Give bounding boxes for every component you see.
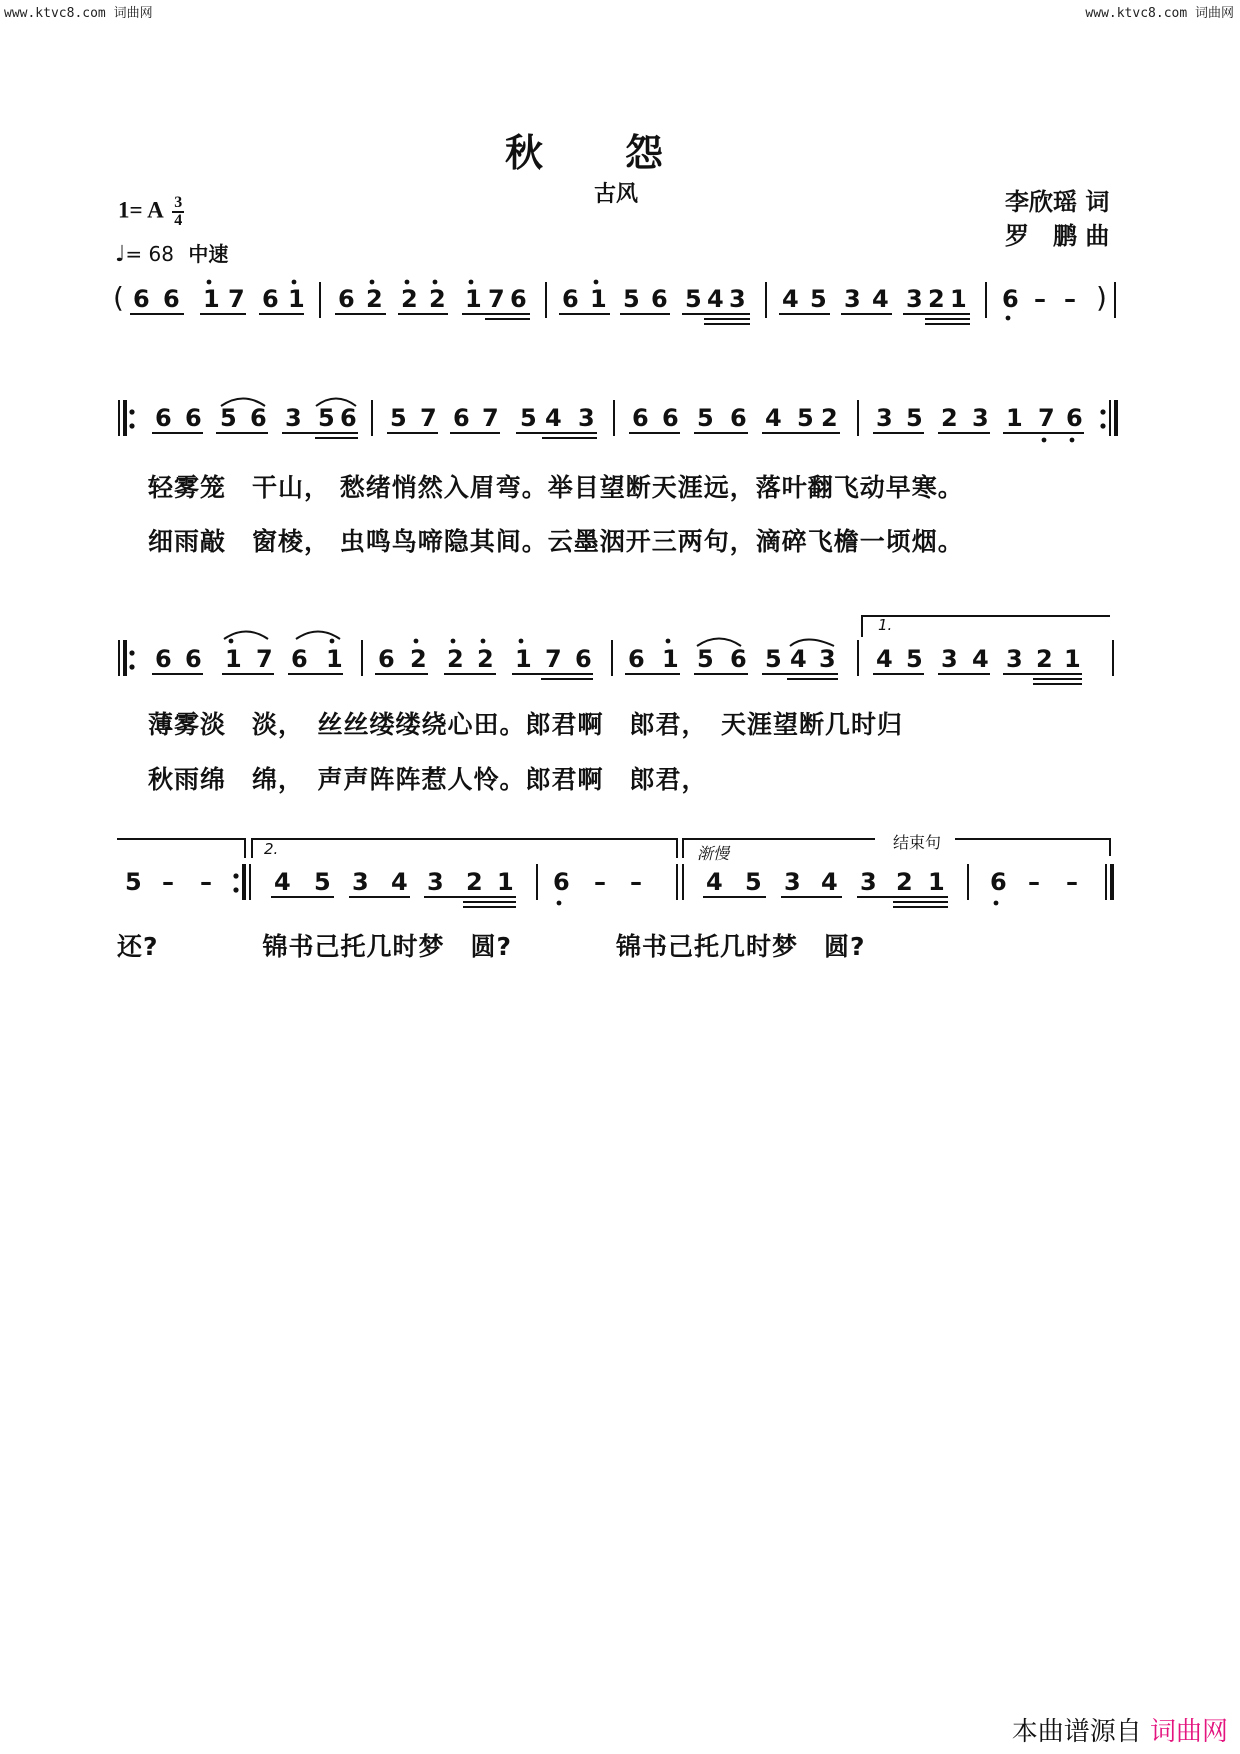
composer-credit: 罗 鹏 曲: [1005, 222, 1110, 250]
volta-1-label: 1.: [878, 616, 893, 634]
svg-text:6: 6: [185, 645, 202, 673]
svg-text:6: 6: [453, 404, 470, 432]
svg-text:1: 1: [928, 868, 945, 896]
tempo-value: = 68: [125, 242, 174, 266]
svg-text:4: 4: [972, 645, 989, 673]
svg-text:5: 5: [520, 404, 537, 432]
footer-brand: 词曲网: [1149, 1717, 1228, 1747]
svg-text:3: 3: [860, 868, 877, 896]
lyric-line-4: 还? 锦书己托几时梦 圆? 锦书己托几时梦 圆?: [117, 932, 866, 961]
svg-text:2: 2: [447, 645, 464, 673]
svg-text:4: 4: [706, 868, 723, 896]
svg-text:6: 6: [163, 285, 180, 313]
svg-text:3: 3: [906, 285, 923, 313]
svg-text:7: 7: [228, 285, 245, 313]
svg-text:6: 6: [575, 645, 592, 673]
svg-text:2: 2: [941, 404, 958, 432]
svg-text:6: 6: [185, 404, 202, 432]
svg-text:4: 4: [790, 645, 807, 673]
svg-text:5: 5: [765, 645, 782, 673]
svg-text:2: 2: [466, 868, 483, 896]
lyric-line-2-verse-2: 细雨敲 窗棱， 虫鸣鸟啼隐其间。云墨洇开三两句，滴碎飞檐一顷烟。: [148, 527, 964, 556]
svg-text:6: 6: [250, 404, 267, 432]
svg-text:3: 3: [578, 404, 595, 432]
svg-text:5: 5: [697, 645, 714, 673]
svg-text:6: 6: [291, 645, 308, 673]
line-4-barlines: [244, 864, 1112, 900]
svg-text:–: –: [1028, 868, 1040, 896]
svg-text:5: 5: [220, 404, 237, 432]
svg-text:2: 2: [366, 285, 383, 313]
svg-text:3: 3: [784, 868, 801, 896]
svg-text:–: –: [1034, 285, 1046, 313]
svg-text:6: 6: [990, 868, 1007, 896]
svg-text:7: 7: [256, 645, 273, 673]
svg-text:7: 7: [482, 404, 499, 432]
volta-1-bracket: [862, 616, 1110, 637]
svg-text:6: 6: [562, 285, 579, 313]
line-2-barlines: [119, 400, 1116, 436]
svg-text:2: 2: [429, 285, 446, 313]
svg-text:1: 1: [662, 645, 679, 673]
svg-text:3: 3: [844, 285, 861, 313]
svg-text:4: 4: [782, 285, 799, 313]
svg-text:5: 5: [797, 404, 814, 432]
ending-label: 结束句: [893, 833, 942, 852]
svg-text:6: 6: [155, 645, 172, 673]
volta-1-continuation: [117, 839, 245, 858]
svg-text:2: 2: [896, 868, 913, 896]
svg-text:4: 4: [876, 645, 893, 673]
svg-text:3: 3: [972, 404, 989, 432]
line-2-beams: [152, 433, 1084, 438]
lyricist-credit: 李欣瑶 词: [1005, 188, 1110, 216]
svg-text:6: 6: [155, 404, 172, 432]
svg-text:1: 1: [465, 285, 482, 313]
svg-text:6: 6: [133, 285, 150, 313]
svg-text:3: 3: [729, 285, 746, 313]
svg-text:5: 5: [697, 404, 714, 432]
time-sig-top: 3: [174, 194, 183, 211]
svg-text:1: 1: [288, 285, 305, 313]
time-sig-bottom: 4: [174, 212, 183, 229]
svg-text:2: 2: [477, 645, 494, 673]
svg-text:7: 7: [545, 645, 562, 673]
svg-text:1: 1: [950, 285, 967, 313]
rit-label: 渐慢: [697, 844, 730, 863]
song-title: 秋 怨: [505, 131, 666, 175]
svg-text:6: 6: [338, 285, 355, 313]
svg-text:3: 3: [352, 868, 369, 896]
svg-text:6: 6: [1066, 404, 1083, 432]
svg-text:5: 5: [745, 868, 762, 896]
svg-text:4: 4: [765, 404, 782, 432]
line-4-beams: [271, 897, 948, 907]
svg-text:5: 5: [623, 285, 640, 313]
svg-text:5: 5: [318, 404, 335, 432]
svg-text:5: 5: [685, 285, 702, 313]
footer-source: 本曲谱源自: [1011, 1717, 1142, 1747]
svg-text:6: 6: [628, 645, 645, 673]
watermark-right: www.ktvc8.com 词曲网: [1085, 6, 1234, 21]
svg-text:5: 5: [125, 868, 142, 896]
svg-text:4: 4: [391, 868, 408, 896]
svg-text:4: 4: [545, 404, 562, 432]
svg-text:–: –: [162, 868, 174, 896]
svg-text:1: 1: [515, 645, 532, 673]
svg-text:6: 6: [262, 285, 279, 313]
svg-text:–: –: [1066, 868, 1078, 896]
svg-text:3: 3: [876, 404, 893, 432]
svg-text:6: 6: [662, 404, 679, 432]
svg-text:7: 7: [1038, 404, 1055, 432]
svg-text:4: 4: [821, 868, 838, 896]
score-line-2: [155, 404, 1083, 432]
svg-text:2: 2: [410, 645, 427, 673]
svg-text:): ): [1096, 281, 1107, 314]
svg-text:1: 1: [590, 285, 607, 313]
svg-text:2: 2: [401, 285, 418, 313]
lyric-line-3-verse-1: 薄雾淡 淡， 丝丝缕缕绕心田。郎君啊 郎君， 天涯望断几时归: [148, 710, 904, 739]
svg-text:(: (: [113, 281, 124, 314]
svg-text:5: 5: [390, 404, 407, 432]
svg-text:3: 3: [1006, 645, 1023, 673]
svg-text:1: 1: [1006, 404, 1023, 432]
key-label: 1= A: [118, 197, 163, 223]
svg-text:1: 1: [497, 868, 514, 896]
svg-text:4: 4: [274, 868, 291, 896]
svg-text:6: 6: [651, 285, 668, 313]
svg-text:–: –: [594, 868, 606, 896]
svg-text:6: 6: [1002, 285, 1019, 313]
svg-text:5: 5: [314, 868, 331, 896]
svg-text:5: 5: [906, 404, 923, 432]
svg-text:7: 7: [420, 404, 437, 432]
line-2-dots: [129, 409, 1105, 442]
svg-text:5: 5: [906, 645, 923, 673]
tempo-text: 中速: [188, 242, 229, 266]
lyric-line-3-verse-2: 秋雨绵 绵， 声声阵阵惹人怜。郎君啊 郎君，: [148, 765, 708, 794]
line-4-dots: [233, 873, 998, 905]
line-1-beams: [130, 314, 970, 324]
svg-text:4: 4: [872, 285, 889, 313]
svg-text:6: 6: [632, 404, 649, 432]
svg-text:–: –: [630, 868, 642, 896]
svg-text:1: 1: [326, 645, 343, 673]
svg-text:1: 1: [1064, 645, 1081, 673]
svg-text:1: 1: [203, 285, 220, 313]
svg-text:3: 3: [427, 868, 444, 896]
line-3-slurs: [224, 632, 834, 647]
svg-text:5: 5: [810, 285, 827, 313]
svg-text:6: 6: [510, 285, 527, 313]
lyric-line-2-verse-1: 轻雾笼 干山， 愁绪悄然入眉弯。举目望断天涯远，落叶翻飞动早寒。: [148, 473, 964, 502]
svg-text:7: 7: [488, 285, 505, 313]
svg-text:3: 3: [285, 404, 302, 432]
svg-text:6: 6: [730, 404, 747, 432]
style-label: 古风: [594, 182, 639, 207]
score-line-3: [155, 645, 1081, 673]
svg-text:3: 3: [819, 645, 836, 673]
footer: [1012, 1711, 1228, 1748]
line-3-beams: [152, 674, 1082, 684]
watermark-left: www.ktvc8.com 词曲网: [4, 6, 153, 21]
svg-text:–: –: [1064, 285, 1076, 313]
svg-text:2: 2: [1036, 645, 1053, 673]
score-line-4: [125, 868, 1078, 896]
score-line-1: [113, 281, 1107, 314]
quarter-note-icon: ♩: [115, 242, 126, 267]
svg-text:6: 6: [340, 404, 357, 432]
svg-text:6: 6: [378, 645, 395, 673]
svg-text:1: 1: [225, 645, 242, 673]
svg-text:4: 4: [707, 285, 724, 313]
svg-text:6: 6: [730, 645, 747, 673]
svg-text:2: 2: [928, 285, 945, 313]
svg-text:3: 3: [941, 645, 958, 673]
svg-text:–: –: [200, 868, 212, 896]
svg-text:2: 2: [821, 404, 838, 432]
volta-2-label: 2.: [264, 840, 279, 858]
volta-2-bracket: [252, 839, 677, 858]
svg-text:6: 6: [553, 868, 570, 896]
